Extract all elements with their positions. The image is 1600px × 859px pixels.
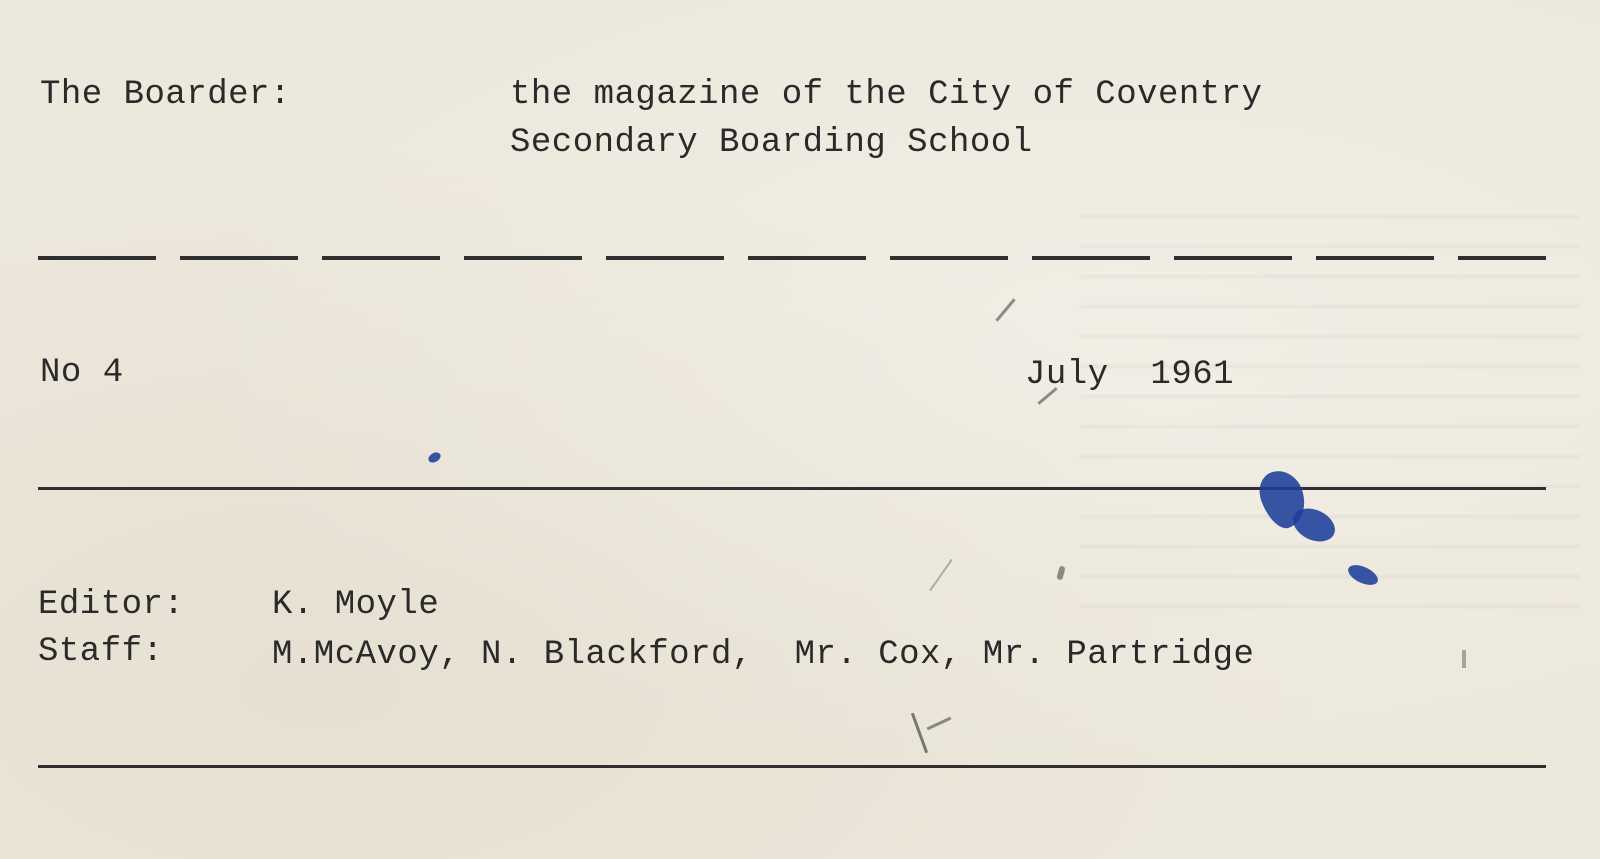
magazine-subtitle-line-1: the magazine of the City of Coventry: [510, 76, 1263, 114]
magazine-subtitle-line-2: Secondary Boarding School: [510, 124, 1033, 162]
issue-number: No 4: [40, 354, 124, 392]
issue-date: July 1961: [1025, 356, 1235, 394]
editor-label: Editor:: [38, 586, 185, 624]
paper-mark: [1462, 650, 1466, 668]
magazine-title: The Boarder:: [40, 76, 291, 114]
paper-mark: [1056, 565, 1065, 580]
paper-mark: [929, 559, 952, 591]
paper-mark: [927, 717, 952, 731]
show-through-text: [1080, 215, 1580, 635]
ink-drop: [427, 450, 443, 464]
divider-rule-1: [38, 256, 1546, 260]
staff-label: Staff:: [38, 633, 164, 671]
staff-names: M.McAvoy, N. Blackford, Mr. Cox, Mr. Partridge: [272, 636, 1255, 674]
paper-mark: [911, 713, 928, 753]
editor-name: K. Moyle: [272, 586, 440, 624]
paper-mark: [995, 298, 1015, 321]
divider-rule-3: [38, 765, 1546, 768]
divider-rule-2: [38, 487, 1546, 490]
